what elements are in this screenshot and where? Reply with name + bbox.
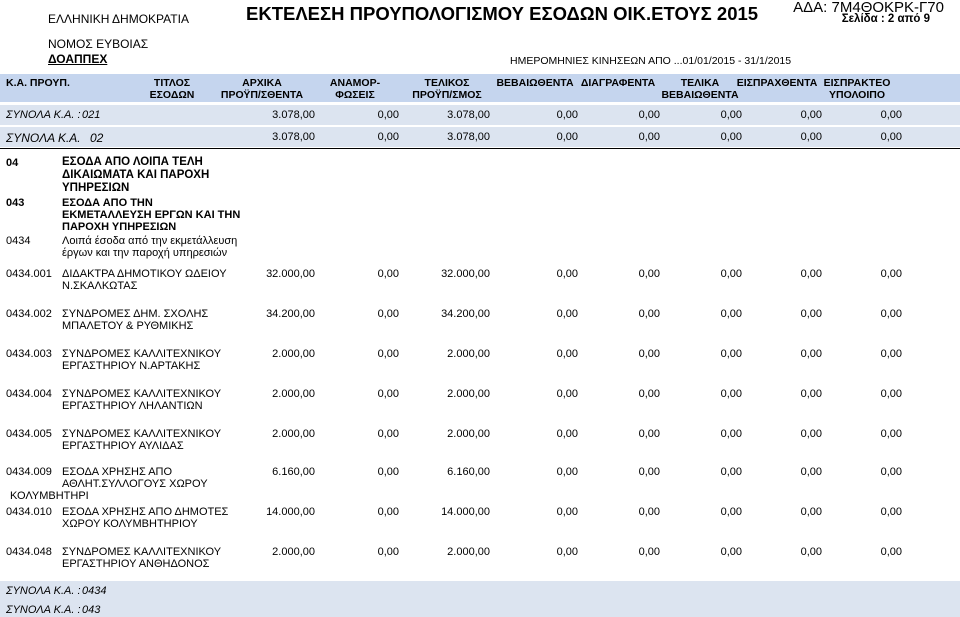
row-code: 0434.001 — [6, 268, 52, 280]
amount-cell: 0,00 — [556, 428, 578, 440]
amount-cell: 0,00 — [377, 348, 399, 360]
subtotal-code: 02 — [90, 131, 104, 145]
col-header-certified: ΒΕΒΑΙΩΘΕΝΤΑ — [496, 77, 574, 89]
organization-name: ΔΟΑΠΠΕΧ — [48, 52, 108, 66]
amount-cell: 0,00 — [638, 546, 660, 558]
amount-cell: 0,00 — [720, 466, 742, 478]
amount-cell: 0,00 — [638, 131, 660, 143]
subtotal-code: 021 — [82, 109, 101, 121]
group-code: 04 — [6, 157, 19, 169]
col-header-adjustments: ΑΝΑΜΟΡ- ΦΩΣΕΙΣ — [329, 77, 381, 101]
amount-cell: 14.000,00 — [441, 506, 490, 518]
row-code: 0434.003 — [6, 348, 52, 360]
subtotal-band — [0, 581, 960, 601]
group-title: Λοιπά έσοδα από την εκμετάλλευση έργων και την παροχή υπηρεσιών — [62, 235, 238, 259]
amount-cell: 0,00 — [880, 388, 902, 400]
amount-cell: 0,00 — [720, 348, 742, 360]
group-title: ΕΣΟΔΑ ΑΠΟ ΤΗΝ ΕΚΜΕΤΑΛΛΕΥΣΗ ΕΡΓΩΝ ΚΑΙ ΤΗΝ ΠΑΡΟΧΗ ΥΠΗΡΕΣΙΩΝ — [62, 197, 241, 233]
subtotal-code: 043 — [82, 604, 101, 616]
col-header-collected: ΕΙΣΠΡΑΧΘΕΝΤΑ — [736, 77, 818, 89]
amount-cell: 0,00 — [800, 109, 822, 121]
group-code: 043 — [6, 197, 25, 209]
row-title: ΣΥΝΔΡΟΜΕΣ ΚΑΛΛΙΤΕΧΝΙΚΟΥ ΕΡΓΑΣΤΗΡΙΟΥ ΑΝΘΗΔΟΝΟΣ — [62, 546, 222, 570]
group-code: 0434 — [6, 235, 31, 247]
row-code: 0434.005 — [6, 428, 52, 440]
amount-cell: 0,00 — [377, 268, 399, 280]
amount-cell: 0,00 — [377, 546, 399, 558]
subtotal-label: ΣΥΝΟΛΑ Κ.Α. : — [6, 109, 81, 121]
amount-cell: 34.200,00 — [266, 308, 315, 320]
divider-line — [0, 148, 960, 149]
amount-cell: 0,00 — [638, 428, 660, 440]
amount-cell: 0,00 — [880, 268, 902, 280]
amount-cell: 2.000,00 — [272, 388, 315, 400]
amount-cell: 0,00 — [638, 109, 660, 121]
row-title-overflow: ΚΟΛΥΜΒΗΤΗΡΙ — [10, 490, 89, 502]
amount-cell: 0,00 — [800, 388, 822, 400]
amount-cell: 0,00 — [800, 308, 822, 320]
subtotal-label: ΣΥΝΟΛΑ Κ.Α. — [6, 131, 81, 145]
page-number: Σελίδα : 2 από 9 — [841, 13, 930, 25]
amount-cell: 0,00 — [720, 109, 742, 121]
amount-cell: 3.078,00 — [272, 131, 315, 143]
amount-cell: 0,00 — [377, 308, 399, 320]
amount-cell: 0,00 — [638, 506, 660, 518]
row-title: ΕΣΟΔΑ ΧΡΗΣΗΣ ΑΠΟ ΔΗΜΟΤΕΣ ΧΩΡΟΥ ΚΟΛΥΜΒΗΤΗΡΙΟΥ — [62, 506, 229, 530]
row-code: 0434.048 — [6, 546, 52, 558]
row-code: 0434.009 — [6, 466, 52, 478]
amount-cell: 0,00 — [377, 506, 399, 518]
amount-cell: 0,00 — [720, 388, 742, 400]
amount-cell: 0,00 — [556, 131, 578, 143]
date-range: ΗΜΕΡΟΜΗΝΙΕΣ ΚΙΝΗΣΕΩΝ ΑΠΟ ...01/01/2015 - 31/1/2015 — [510, 55, 792, 67]
amount-cell: 0,00 — [556, 506, 578, 518]
amount-cell: 0,00 — [638, 348, 660, 360]
amount-cell: 6.160,00 — [447, 466, 490, 478]
row-title: ΣΥΝΔΡΟΜΕΣ ΚΑΛΛΙΤΕΧΝΙΚΟΥ ΕΡΓΑΣΤΗΡΙΟΥ ΑΥΛΙΔΑΣ — [62, 428, 222, 452]
amount-cell: 32.000,00 — [266, 268, 315, 280]
prefecture-name: ΝΟΜΟΣ ΕΥΒΟΙΑΣ — [48, 37, 149, 51]
amount-cell: 0,00 — [720, 546, 742, 558]
amount-cell: 0,00 — [800, 466, 822, 478]
col-header-deleted: ΔΙΑΓΡΑΦΕΝΤΑ — [580, 77, 656, 89]
col-header-receivable: ΕΙΣΠΡΑΚΤΕΟ ΥΠΟΛΟΙΠΟ — [823, 77, 891, 101]
amount-cell: 2.000,00 — [272, 546, 315, 558]
row-title: ΕΣΟΔΑ ΧΡΗΣΗΣ ΑΠΟ ΑΘΛΗΤ.ΣΥΛΛΟΓΟΥΣ ΧΩΡΟΥ — [62, 466, 208, 490]
row-code: 0434.002 — [6, 308, 52, 320]
amount-cell: 0,00 — [800, 428, 822, 440]
amount-cell: 0,00 — [880, 466, 902, 478]
col-header-title: ΤΙΤΛΟΣ ΕΣΟΔΩΝ — [149, 77, 195, 101]
row-title: ΔΙΔΑΚΤΡΑ ΔΗΜΟΤΙΚΟΥ ΩΔΕΙΟΥ Ν.ΣΚΑΛΚΩΤΑΣ — [62, 268, 227, 292]
state-name: ΕΛΛΗΝΙΚΗ ΔΗΜΟΚΡΑΤΙΑ — [48, 12, 189, 26]
amount-cell: 0,00 — [720, 428, 742, 440]
amount-cell: 0,00 — [556, 466, 578, 478]
amount-cell: 34.200,00 — [441, 308, 490, 320]
amount-cell: 0,00 — [556, 109, 578, 121]
ada-code: ΑΔΑ: 7Μ4ΘΟΚΡΚ-Γ70 — [793, 0, 944, 16]
amount-cell: 0,00 — [377, 109, 399, 121]
col-header-initial-budget: ΑΡΧΙΚΑ ΠΡΟΫΠ/ΣΘΕΝΤΑ — [220, 77, 304, 101]
group-title: ΕΣΟΔΑ ΑΠΟ ΛΟΙΠΑ ΤΕΛΗ ΔΙΚΑΙΩΜΑΤΑ ΚΑΙ ΠΑΡΟΧΗ ΥΠΗΡΕΣΙΩΝ — [62, 156, 210, 194]
amount-cell: 14.000,00 — [266, 506, 315, 518]
col-header-code: Κ.Α. ΠΡΟΥΠ. — [6, 77, 70, 89]
amount-cell: 0,00 — [880, 348, 902, 360]
amount-cell: 32.000,00 — [441, 268, 490, 280]
row-code: 0434.004 — [6, 388, 52, 400]
amount-cell: 0,00 — [638, 308, 660, 320]
amount-cell: 0,00 — [720, 506, 742, 518]
row-title: ΣΥΝΔΡΟΜΕΣ ΚΑΛΛΙΤΕΧΝΙΚΟΥ ΕΡΓΑΣΤΗΡΙΟΥ ΛΗΛΑΝΤΙΩΝ — [62, 388, 222, 412]
amount-cell: 0,00 — [880, 131, 902, 143]
col-header-final-certified: ΤΕΛΙΚΑ ΒΕΒΑΙΩΘΕΝΤΑ — [661, 77, 739, 101]
amount-cell: 2.000,00 — [447, 428, 490, 440]
amount-cell: 0,00 — [638, 268, 660, 280]
row-code: 0434.010 — [6, 506, 52, 518]
amount-cell: 0,00 — [880, 109, 902, 121]
amount-cell: 0,00 — [556, 348, 578, 360]
amount-cell: 3.078,00 — [447, 131, 490, 143]
amount-cell: 0,00 — [556, 546, 578, 558]
amount-cell: 0,00 — [377, 131, 399, 143]
amount-cell: 0,00 — [377, 466, 399, 478]
amount-cell: 0,00 — [556, 388, 578, 400]
report-title: ΕΚΤΕΛΕΣΗ ΠΡΟΥΠΟΛΟΓΙΣΜΟΥ ΕΣΟΔΩΝ ΟΙΚ.ΕΤΟΥΣ 2015 — [246, 3, 759, 24]
row-title: ΣΥΝΔΡΟΜΕΣ ΚΑΛΛΙΤΕΧΝΙΚΟΥ ΕΡΓΑΣΤΗΡΙΟΥ Ν.ΑΡΤΑΚΗΣ — [62, 348, 222, 372]
amount-cell: 6.160,00 — [272, 466, 315, 478]
amount-cell: 0,00 — [720, 268, 742, 280]
subtotal-code: 0434 — [82, 585, 107, 597]
amount-cell: 0,00 — [880, 308, 902, 320]
amount-cell: 0,00 — [720, 131, 742, 143]
amount-cell: 0,00 — [880, 506, 902, 518]
amount-cell: 0,00 — [880, 546, 902, 558]
amount-cell: 3.078,00 — [272, 109, 315, 121]
amount-cell: 0,00 — [638, 388, 660, 400]
row-title: ΣΥΝΔΡΟΜΕΣ ΔΗΜ. ΣΧΟΛΗΣ ΜΠΑΛΕΤΟΥ & ΡΥΘΜΙΚΗΣ — [62, 308, 209, 332]
amount-cell: 2.000,00 — [447, 546, 490, 558]
amount-cell: 0,00 — [556, 308, 578, 320]
amount-cell: 0,00 — [377, 388, 399, 400]
amount-cell: 0,00 — [638, 466, 660, 478]
amount-cell: 3.078,00 — [447, 109, 490, 121]
amount-cell: 0,00 — [800, 348, 822, 360]
amount-cell: 2.000,00 — [447, 348, 490, 360]
amount-cell: 2.000,00 — [272, 428, 315, 440]
subtotal-label: ΣΥΝΟΛΑ Κ.Α. : — [6, 604, 81, 616]
amount-cell: 2.000,00 — [272, 348, 315, 360]
amount-cell: 2.000,00 — [447, 388, 490, 400]
subtotal-band — [0, 601, 960, 617]
col-header-final-budget: ΤΕΛΙΚΟΣ ΠΡΟΫΠ/ΣΜΟΣ — [412, 77, 482, 101]
amount-cell: 0,00 — [377, 428, 399, 440]
amount-cell: 0,00 — [800, 131, 822, 143]
amount-cell: 0,00 — [800, 268, 822, 280]
amount-cell: 0,00 — [800, 546, 822, 558]
amount-cell: 0,00 — [880, 428, 902, 440]
amount-cell: 0,00 — [800, 506, 822, 518]
amount-cell: 0,00 — [720, 308, 742, 320]
amount-cell: 0,00 — [556, 268, 578, 280]
subtotal-label: ΣΥΝΟΛΑ Κ.Α. : — [6, 585, 81, 597]
